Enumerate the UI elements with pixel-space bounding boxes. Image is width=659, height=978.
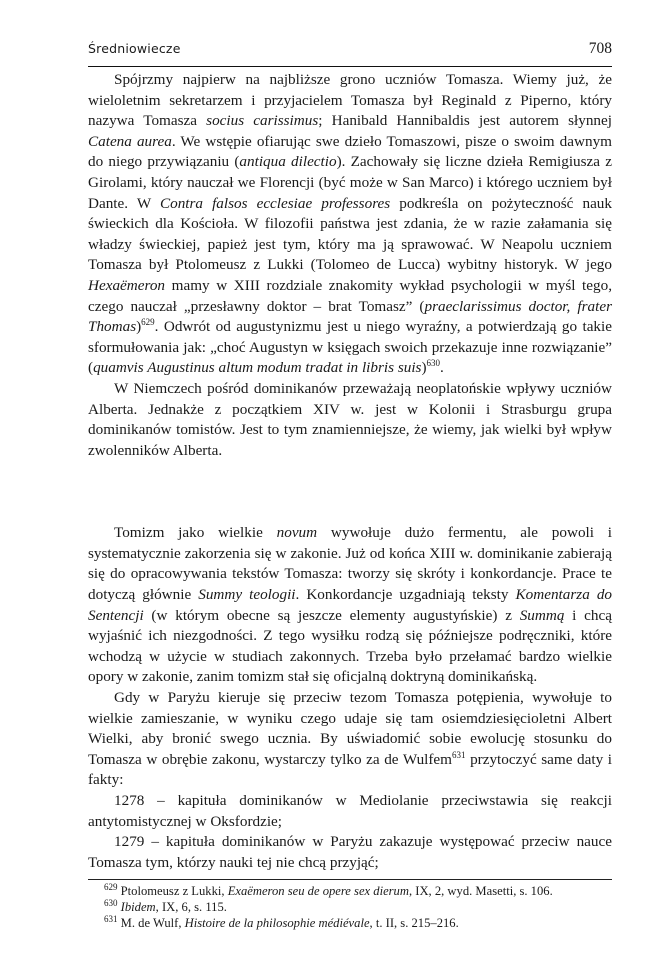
italic-text: Hexaëmeron (88, 276, 166, 294)
text-run: Ptolomeusz z Lukki, (117, 884, 228, 898)
running-head-title: Średniowiecze (88, 41, 181, 56)
paragraph (88, 791, 612, 832)
footnote (88, 881, 612, 900)
italic-text: socius carissimus (206, 112, 319, 130)
italic-text: Catena aurea (88, 132, 172, 150)
italic-text: antiqua dilectio (239, 153, 337, 171)
text-run: . Odwrót od augustynizmu jest u niego wyraźny, a potwierdzają go takie sformułowania jak: „choć Augustyn w księgach swoich przekazuje inne rozwiązanie” ( (88, 318, 612, 377)
footnote-marker: 629 (104, 881, 118, 892)
footnote-marker: 630 (104, 897, 118, 908)
text-run: , IX, 6, s. 115. (155, 899, 227, 914)
paragraph (88, 832, 612, 873)
text-run: M. de Wulf, (117, 915, 185, 930)
text-run: mamy w XIII rozdziale znakomity wykład psychologii w myśl tego, czego nauczał „przesławny doktor – brat Tomasz” ( (88, 276, 612, 315)
header-rule (88, 66, 612, 67)
text-run: i chcą wyjaśnić ich niezgodności. Z tego wysiłku rodzą się późniejsze podręczniki, które wchodzą w użycie w studiach zakonnych. Trzeba było przełamać bardzo wielkie opory w zakonie, zanim tomizm stał się oficjalną doktryną dominikańską. (88, 606, 612, 686)
italic-text: Summą (519, 606, 565, 624)
text-run: Gdy w Paryżu kieruje się przeciw tezom Tomasza potępienia, wywołuje to wielkie zamieszanie, w wyniku czego udaje się tam osiemdziesięcioletni Albert Wielki, aby bronić swego ucznia. By uświadomić sobie ewolucję stosunku do Tomasza w obrębie zakonu, wystarczy tylko za de Wulfem (88, 689, 612, 768)
text-run: ) (136, 318, 142, 336)
text-run: . We wstępie ofiarując swe dzieło Tomaszowi, pisze o swoim dawnym do niego przywiązaniu ( (88, 132, 612, 171)
text-run: W Niemczech pośród dominikanów przeważają neoplatońskie wpływy uczniów Alberta. Jednakże z początkiem XIV w. jest w Kolonii i Strasburgu grupa dominikanów tomistów. Jest to tym znamienniejsze, że wiemy, jak wielki był wpływ zwolenników Alberta. (88, 379, 612, 459)
text-run: Spójrzmy najpierw na najbliższe grono uczniów Tomasza. Wiemy już, że wieloletnim sekretarzem i przyjacielem Tomasza był Reginald z Piperno, który nazywa Tomasza (88, 71, 612, 130)
page-number: 708 (588, 40, 612, 57)
italic-text: praeclarissimus doctor, frater Thomas (88, 297, 612, 336)
text-run: wywołuje dużo fermentu, ale powoli i systematycznie zakorzenia się w zakonie. Już od końca XIII w. dominikanie zabierają się do opracowywania tekstów Tomasza: tworzy się skróty i konkordancje. Prace te dotyczą głównie (88, 524, 612, 604)
text-run: przytoczyć same daty i fakty: (88, 750, 612, 789)
footnote-marker: 631 (452, 749, 466, 760)
paragraph (88, 688, 612, 791)
paragraph (88, 523, 612, 688)
footnotes (88, 881, 612, 931)
footnote-rule (88, 879, 612, 880)
text-run: ). Zachowały się liczne dzieła Remigiusza z Girolami, który nauczał we Florencji (być może w San Marco) i którego uczniem był Dante. W (88, 153, 612, 212)
text-run: ; Hanibald Hannibaldis jest autorem słynnej (318, 112, 612, 130)
footnote-marker: 631 (104, 913, 118, 924)
italic-text: Histoire de la philosophie médiévale (184, 915, 370, 930)
footnote-marker: 630 (426, 358, 441, 369)
text-run: 1279 – kapituła dominikanów w Paryżu zakazuje występować przeciw nauce Tomasza tym, którzy nauki tej nie chcą przyjąć; (88, 833, 612, 871)
italic-text: novum (276, 524, 318, 542)
italic-text: Komentarza do Sentencji (88, 586, 613, 624)
italic-text: Summy teologii (198, 586, 296, 604)
text-run: . Konkordancje uzgadniają teksty (295, 586, 516, 604)
text-run: . (440, 359, 444, 377)
text-run: , t. II, s. 215–216. (369, 915, 459, 930)
italic-text: Contra falsos ecclesiae professores (159, 194, 391, 212)
text-run: , IX, 2, wyd. Masetti, s. 106. (408, 884, 553, 898)
footnote (88, 897, 612, 916)
paragraph (88, 379, 612, 461)
text-run: Tomizm jako wielkie (114, 524, 277, 542)
running-head (88, 40, 612, 58)
italic-text: quamvis Augustinus altum modum tradat in libris suis (93, 359, 422, 377)
paragraph (88, 70, 612, 379)
text-run: (w którym obecne są jeszcze elementy augustyńskie) z (143, 606, 520, 624)
italic-text: Ibidem (120, 899, 156, 914)
text-run: 1278 – kapituła dominikanów w Mediolanie przeciwstawia się reakcji antytomistycznej w Oksfordzie; (88, 792, 612, 830)
footnote-marker: 629 (141, 317, 155, 328)
italic-text: Exaëmeron seu de opere sex dierum (227, 884, 409, 898)
footnote (88, 913, 612, 932)
body-text (88, 70, 612, 873)
text-run: podkreśla on pożyteczność nauk świeckich dla Kościoła. W filozofii państwa jest zdania, że w razie załamania się władzy świeckiej, papież jest tym, który ma ją sprawować. W Neapolu uczniem Tomasza był Ptolomeusz z Lukki (Tolomeo de Lucca) wybitny historyk. W jego (88, 194, 612, 274)
text-run: ) (421, 359, 427, 377)
